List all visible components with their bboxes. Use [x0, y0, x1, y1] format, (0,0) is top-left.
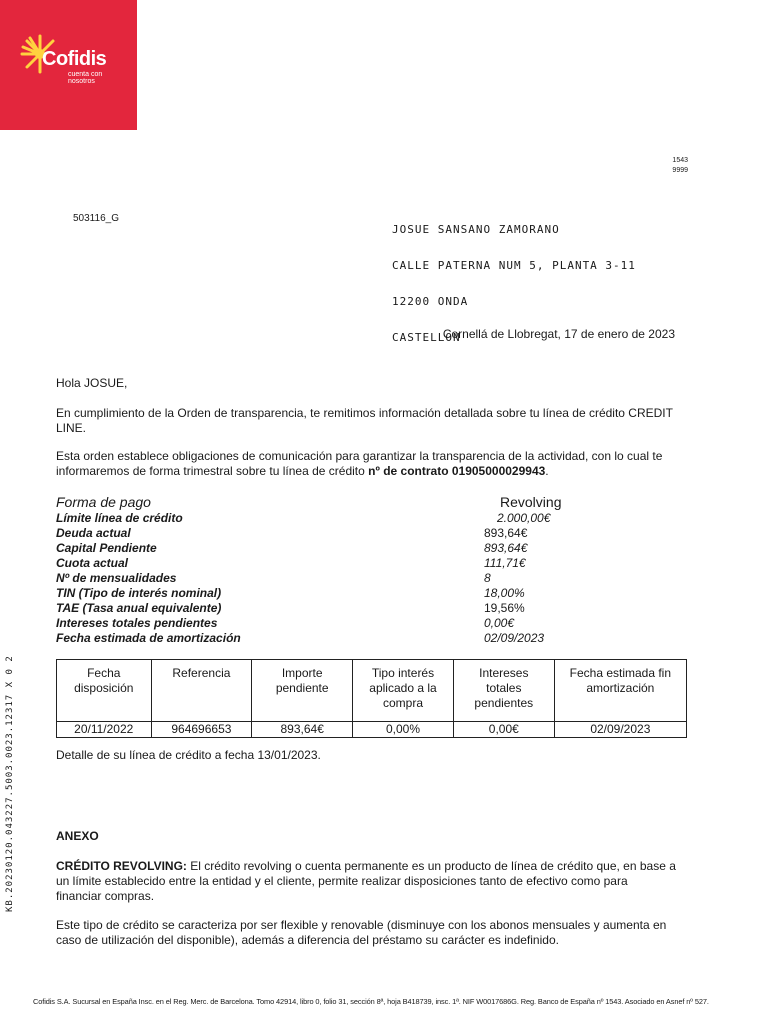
greeting: Hola JOSUE, [56, 376, 128, 390]
table-cell: 893,64€ [252, 722, 353, 738]
table-cell: 0,00% [353, 722, 454, 738]
header-line: amortización [586, 681, 655, 695]
reference-code: 503116_G [73, 213, 119, 224]
header-line: aplicado a la [369, 681, 437, 695]
paragraph-contract [56, 449, 676, 479]
header-line: pendiente [275, 681, 329, 695]
summary-row [56, 571, 616, 586]
contract-number: nº de contrato 01905000029943 [368, 464, 546, 478]
table-header-cell [353, 660, 454, 722]
table-header-cell [57, 660, 152, 722]
header-line: Tipo interés [371, 666, 435, 680]
summary-header-label: Forma de pago [56, 494, 151, 510]
summary-value: 19,56% [484, 601, 525, 615]
table-cell: 964696653 [151, 722, 252, 738]
address-line-4: CASTELLON [392, 331, 461, 344]
summary-row [56, 616, 616, 631]
summary-label: Fecha estimada de amortización [56, 631, 241, 645]
brand-tagline [68, 71, 128, 85]
summary-header-value: Revolving [500, 494, 562, 510]
table-header-row [57, 660, 687, 722]
header-line: totales [486, 681, 522, 695]
header-line: Referencia [172, 666, 231, 680]
summary-row [56, 526, 616, 541]
address-line-1: JOSUE SANSANO ZAMORANO [392, 223, 560, 236]
summary-row [56, 556, 616, 571]
summary-label: Cuota actual [56, 556, 129, 570]
side-barcode-text: KB.20230120.043227.5003.0023.12317 X 0 2 [5, 655, 15, 912]
table-cell: 02/09/2023 [554, 722, 686, 738]
header-line: pendientes [474, 696, 534, 710]
summary-label: Deuda actual [56, 526, 131, 540]
anexo-definition: El crédito revolving o cuenta permanente es un producto de línea de crédito que, en base a un límite establecido entre la entidad y el cliente, permite realizar disposiciones tanto de efectivo como para financiar compras. [56, 859, 676, 903]
summary-row [56, 631, 616, 646]
table-header-cell [151, 660, 252, 722]
anexo-title: ANEXO [56, 829, 99, 843]
disposition-table [56, 659, 687, 738]
summary-label: Capital Pendiente [56, 541, 157, 555]
office-code-1: 1543 [672, 157, 688, 164]
table-cell: 0,00€ [453, 722, 554, 738]
credit-summary [56, 494, 616, 646]
summary-header [56, 494, 616, 511]
anexo-paragraph-1 [56, 859, 676, 904]
summary-label: Intereses totales pendientes [56, 616, 218, 630]
summary-label: Nº de mensualidades [56, 571, 177, 585]
office-code-2: 9999 [672, 167, 688, 174]
table-header-cell [252, 660, 353, 722]
header-line: Fecha [87, 666, 121, 680]
brand-logo-box [0, 0, 137, 130]
brand-tagline-line-2: nosotros [68, 78, 95, 85]
table-row [57, 722, 687, 738]
detail-line: Detalle de su línea de crédito a fecha 13/01/2023. [56, 748, 321, 762]
brand-tagline-line-1: cuenta con [68, 71, 103, 78]
address-line-2: CALLE PATERNA NUM 5, PLANTA 3-11 [392, 259, 636, 272]
table-header-cell [554, 660, 686, 722]
summary-value: 02/09/2023 [484, 631, 545, 645]
summary-value: 2.000,00€ [497, 511, 551, 525]
table-header-cell [453, 660, 554, 722]
letter-date: Cornellá de Llobregat, 17 de enero de 2023 [442, 327, 675, 341]
office-codes [672, 156, 688, 176]
summary-value: 0,00€ [484, 616, 515, 630]
summary-row [56, 586, 616, 601]
header-line: Intereses [479, 666, 529, 680]
summary-row [56, 511, 616, 526]
table-cell: 20/11/2022 [57, 722, 152, 738]
anexo-paragraph-2: Este tipo de crédito se caracteriza por ser flexible y renovable (disminuye con los abonos mensuales y aumenta en caso de utilización del disponible), además a diferencia del préstamo su carácter es indefinido. [56, 918, 667, 947]
header-line: Importe [281, 666, 323, 680]
header-line: compra [382, 696, 423, 710]
summary-value: 18,00% [484, 586, 525, 600]
summary-value: 893,64€ [484, 541, 528, 555]
paragraph-contract-end: . [545, 464, 549, 478]
summary-row [56, 601, 616, 616]
paragraph-intro: En cumplimiento de la Orden de transparencia, te remitimos información detallada sobre tu línea de crédito CREDIT LINE. [56, 406, 673, 435]
summary-label: Límite línea de crédito [56, 511, 183, 525]
summary-row [56, 541, 616, 556]
summary-label: TIN (Tipo de interés nominal) [56, 586, 222, 600]
summary-value: 8 [484, 571, 491, 585]
summary-value: 893,64€ [484, 526, 528, 540]
brand-name: Cofidis [42, 48, 107, 70]
header-line: disposición [74, 681, 134, 695]
anexo-term: CRÉDITO REVOLVING: [56, 859, 187, 873]
summary-value: 111,71€ [484, 556, 526, 570]
paragraph-contract-text: Esta orden establece obligaciones de comunicación para garantizar la transparencia de la actividad, con lo cual te informaremos de forma trimestral sobre tu línea de crédito [56, 449, 663, 478]
summary-label: TAE (Tasa anual equivalente) [56, 601, 222, 615]
legal-footer: Cofidis S.A. Sucursal en España Insc. en el Reg. Merc. de Barcelona. Tomo 42914, libro 0, folio 31, sección 8ª, hoja B418739, insc. 1ª. NIF W0017686G. Reg. Banco de España nº 1543. Asociado en Asnef nº 527. [33, 997, 709, 1006]
address-line-3: 12200 ONDA [392, 295, 469, 308]
header-line: Fecha estimada fin [569, 666, 672, 680]
